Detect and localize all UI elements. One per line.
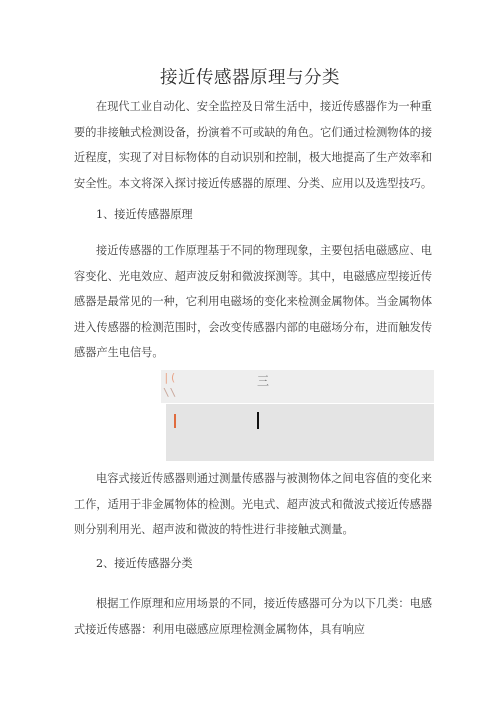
section-2-heading: 2、接近传感器分类 [96, 557, 193, 570]
figure-mark-a: |( [163, 371, 177, 384]
sensor-figure [161, 370, 434, 461]
section-1-heading: 1、接近传感器原理 [96, 208, 193, 221]
document-title: 接近传感器原理与分类 [160, 68, 340, 88]
section-1-paragraph-2: 电容式接近传感器则通过测量传感器与被测物体之间电容值的变化来工作，适用于非金属物体的检测。光电式、超声波式和微波式接近传感器则分别利用光、超声波和微波的特性进行非接触式测量。 [74, 472, 433, 536]
section-1-paragraph-1: 接近传感器的工作原理基于不同的物理现象，主要包括电磁感应、电容变化、光电效应、超声波反射和微波探测等。其中，电磁感应型接近传感器是最常见的一种，它利用电磁场的变化来检测金属物体。当金属物体进入传感器的检测范围时，会改变传感器内部的电磁场分布，进而触发传感器产生电信号。 [74, 244, 433, 359]
figure-bottom-panel [166, 404, 434, 461]
section-2-paragraph-1: 根据工作原理和应用场景的不同，接近传感器可分为以下几类：电感式接近传感器：利用电磁感应原理检测金属物体，具有响应 [74, 597, 432, 636]
figure-mark-b: \\ [163, 386, 177, 399]
figure-orange-marker [174, 414, 176, 428]
figure-black-marker [257, 412, 259, 429]
figure-symbol: 三 [257, 374, 270, 388]
intro-paragraph: 在现代工业自动化、安全监控及日常生活中，接近传感器作为一种重要的非接触式检测设备，扮演着不可或缺的角色。它们通过检测物体的接近程度，实现了对目标物体的自动识别和控制，极大地提高了生产效率和安全性。本文将深入探讨接近传感器的原理、分类、应用以及选型技巧。 [74, 100, 433, 190]
figure-top-panel [161, 370, 434, 403]
